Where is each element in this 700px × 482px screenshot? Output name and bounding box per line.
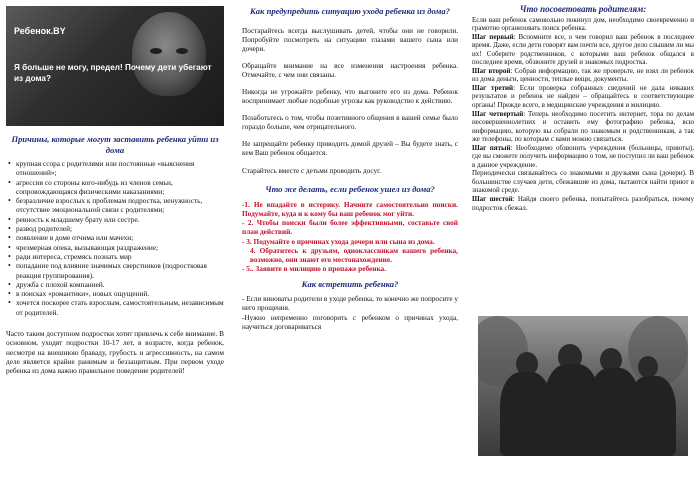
runaway-step: - 3. Подумайте о причинах ухода дочери или сына из дома. [242,236,435,246]
step-label: Шаг шестой [472,194,513,203]
photo-child-body [628,376,676,456]
cause-item: • ради интереса, стремясь познать мир [6,252,224,261]
cause-item: • агрессия со стороны кого-нибудь из членов семьи, сопровождающаяся физическими наказаниями; [6,178,224,197]
step-text: : Собрав информацию, так же проверьте, не взял ли ребенок из дома деньги, ценности, теплые вещи, документы. [472,66,694,84]
advice-step [472,67,694,84]
advice-heading: Что посоветовать родителям: [519,4,647,14]
step-text: : Вспомните все, о чем говорил ваш ребенок в последнее время. Даже, если дети говорят вам почти все, другое дело слышим ли мы их! Соберите родственников, с которыми ваш ребенок общался в последнее время, обзвоните друзей и знакомых подростка. [472,32,694,67]
children-hugging-photo [478,316,688,456]
step-label: Шаг первый [472,32,514,41]
hero-caption: Я больше не могу, предел! Почему дети убегают из дома? [14,63,212,83]
step-label: Шаг четвертый [472,109,524,118]
advice-step [472,144,694,170]
causes-paragraph: Часто таким доступном подростки хотят привлечь к себе внимание. В основном, уходят подростки 10-17 лет, в возрасте, когда ребенок, несмотря на внешнюю браваду, грубость и агрессивность, на самом деле является крайне ранимым и беззащитным. При первом уходе ребенка из дома важно правильное поведение родителей! [6,329,224,376]
cause-item: • дружба с плохой компанией. [6,280,224,289]
column-causes [0,0,234,482]
prevention-paragraph: Никогда не угрожайте ребенку, что выгоните его из дома. Ребенок воспринимает любые подобные угрозы как руководство к действию. [242,87,458,106]
step-label: Шаг третий [472,83,514,92]
eye-left [150,48,162,54]
cause-item: • появление в доме отчима или мачехи; [6,233,224,242]
step-text: : Необходимо обзвонить учреждения (больницы, приюты), где вы сможете получить информацию о том, не поступил ли ваш ребенок в данное учреждение. [472,143,695,169]
cause-item: • безразличие взрослых к проблемам подростка, ненужность, отсутствие эмоциональной связи с родителями; [6,196,224,215]
prevention-paragraph: Не запрещайте ребенку приводить домой друзей – Вы будете знать, с кем Ваш ребенок общается. [242,140,458,158]
advice-note: Периодически связывайтесь со знакомыми и друзьями сына (дочери). В большинстве случаев дети, сбежавшие из дома, пытаются найти приют в знакомой среде. [472,169,694,195]
prevention-paragraph: Старайтесь вместе с детьми проводить досуг. [242,166,382,175]
cause-item: • хочется поскорее стать взрослым, самостоятельным, независимым от родителей. [6,298,224,317]
runaway-step: -1. Не впадайте в истерику. Начните самостоятельно поиски. Подумайте, куда и к кому бы ваш ребенок мог уйти. [242,200,458,219]
meet-heading: Как встретить ребенка? [301,278,399,289]
runaway-step: - 5.. Заявите в милицию о пропаже ребенка. [242,263,387,273]
hero-photo [6,6,224,126]
cause-item: • развод родителей; [6,224,224,233]
advice-steps [472,33,694,170]
step-text: : Если проверка собранных сведений не дала никаких результатов и ребенок не найден – обращайтесь в соответствующие органы! Прежде всего, в медицинские учреждения и милицию. [472,83,694,109]
cause-item: • ревность к младшему брату или сестре. [6,215,224,224]
prevention-paragraph: Позаботьтесь о том, чтобы позитивного общения в вашей семье было гораздо больше, чем отрицательного. [242,114,458,132]
column-prevention [234,0,466,482]
advice-intro: Если ваш ребенок самовольно покинул дом, необходимо своевременно и грамотно организовать поиск ребенка. [472,15,694,33]
column-advice [466,0,700,482]
runaway-step: - 2. Чтобы поиски были более эффективными, составьте свой план действий. [242,218,458,237]
causes-heading: Причины, которые могут заставить ребенка уйти из дома [11,134,219,155]
meet-tip: - Если виноваты родители в уходе ребенка, то конечно же попросите у него прощения. [242,295,458,313]
cause-item: • в поисках «романтики», новых ощущений. [6,289,224,298]
eye-right [176,48,188,54]
step-label: Шаг пятый [472,143,511,152]
runaway-heading: Что же делать, если ребенок ушел из дома? [265,183,435,194]
cause-item: • попадание под влияние значимых сверстников (подростковая реакция группирования). [6,261,224,280]
cause-item: • чрезмерная опека, вызывающая раздражение; [6,243,224,252]
advice-step [472,33,694,67]
advice-step-last [472,195,694,212]
advice-step [472,84,694,110]
prevention-paragraph: Постарайтесь всегда выслушивать детей, чтобы они не говорили. Попробуйте посмотреть на ситуацию глазами вашего сына или дочери. [242,26,458,53]
step-label: Шаг второй [472,66,511,75]
photo-child-head [638,356,658,378]
meet-tip: -Нужно непременно поговорить с ребенком о причинах ухода, научиться договариваться [242,313,458,331]
prevention-heading: Как предупредить ситуацию ухода ребенка из дома? [249,6,451,16]
step-text: : Теперь необходимо посетить интернет, тора по делам несовершеннолетних и оставить ему фотографию ребенка, всю информацию, которую вы собрали по знакомым и родственникам, а так же телефоны, по которым с вами можно связаться. [472,109,695,144]
prevention-paragraph: Обращайте внимание на все изменения настроения ребенка. Отмечайте, с чем они связаны. [242,61,458,79]
causes-list [6,159,224,317]
advice-step [472,110,694,144]
step-text: : Найдя своего ребенка, попытайтесь разобраться, почему подросток сбежал. [472,194,694,212]
site-logo: Ребенок.BY [14,26,66,36]
cause-item: • крупная ссора с родителями или постоянные «выяснения отношений»; [6,159,224,178]
runaway-step: 4. Обратитесь к друзьям, одноклассникам вашего ребенка, возможно, они знают его местонахождение. [250,245,458,264]
